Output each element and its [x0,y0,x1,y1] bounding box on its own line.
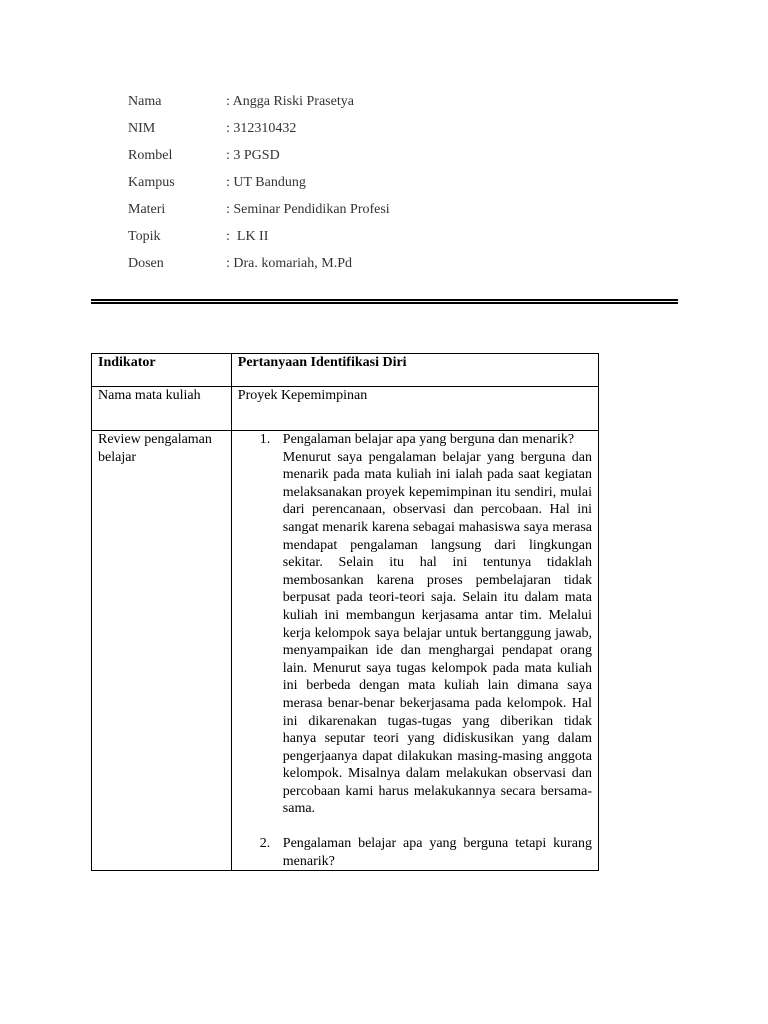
review-content [231,431,598,871]
item-number: 1. [259,432,271,447]
info-label: Nama [128,94,162,109]
review-label: Review pengalaman belajar [92,431,232,871]
identification-table [91,353,599,871]
info-row-nama [128,92,354,119]
list-item [259,835,592,870]
info-row-topik [128,227,269,254]
info-value: : 3 PGSD [226,148,280,163]
info-row-rombel [128,146,280,173]
info-label: Rombel [128,148,173,163]
header-indikator: Indikator [92,354,232,387]
info-value: : Dra. komariah, M.Pd [226,256,352,271]
identity-block [128,92,390,281]
info-value: : UT Bandung [226,175,306,190]
info-label: Materi [128,202,166,217]
info-row-materi [128,200,390,227]
question-text: Pengalaman belajar apa yang berguna dan menarik? [282,432,575,447]
info-row-kampus [128,173,306,200]
course-label: Nama mata kuliah [92,387,232,431]
table-row [92,431,599,871]
course-value: Proyek Kepemimpinan [231,387,598,431]
info-label: NIM [128,121,156,136]
table-header-row [92,354,599,387]
info-value: : 312310432 [226,121,297,136]
list-item [259,431,592,818]
info-label: Dosen [128,256,164,271]
info-label: Kampus [128,175,175,190]
info-value: : Angga Riski Prasetya [226,94,354,109]
question-list [238,431,592,870]
question-text: Pengalaman belajar apa yang berguna tetapi kurang menarik? [282,836,592,869]
answer-text: Menurut saya pengalaman belajar yang berguna dan menarik pada mata kuliah ini ialah pada saat kegiatan melaksanakan proyek kepemimpinan itu sendiri, mulai dari perencanaan, observasi dan percobaan. Hal ini sangat menarik karena sebagai mahasiswa saya merasa mendapat pengalaman langsung dari lingkungan sekitar. Selain itu hal ini tentunya tidaklah membosankan karena proses pembelajaran tidak berpusat pada teori-teori saja. Selain itu dalam mata kuliah ini membangun kerjasama antar tim. Melalui kerja kelompok saya belajar untuk bertanggung jawab, menyampaikan ide dan menghargai pendapat orang lain. Menurut saya tugas kelompok pada mata kuliah ini berbeda dengan mata kuliah lain dimana saya merasa benar-benar bekerjasama pada kelompok. Hal ini dikarenakan tugas-tugas yang diberikan tidak hanya seputar teori yang didiskusikan yang dalam pengerjaanya dapat dilakukan masing-masing anggota kelompok. Misalnya dalam melakukan observasi dan percobaan kami harus melakukannya secara bersama-sama. [282,449,592,817]
double-divider [91,299,678,304]
item-number: 2. [259,836,271,852]
info-row-dosen [128,254,352,281]
info-value: : Seminar Pendidikan Profesi [226,202,390,217]
info-label: Topik [128,229,161,244]
header-pertanyaan: Pertanyaan Identifikasi Diri [231,354,598,387]
info-value: : LK II [226,229,269,244]
table-row [92,387,599,431]
info-row-nim [128,119,297,146]
